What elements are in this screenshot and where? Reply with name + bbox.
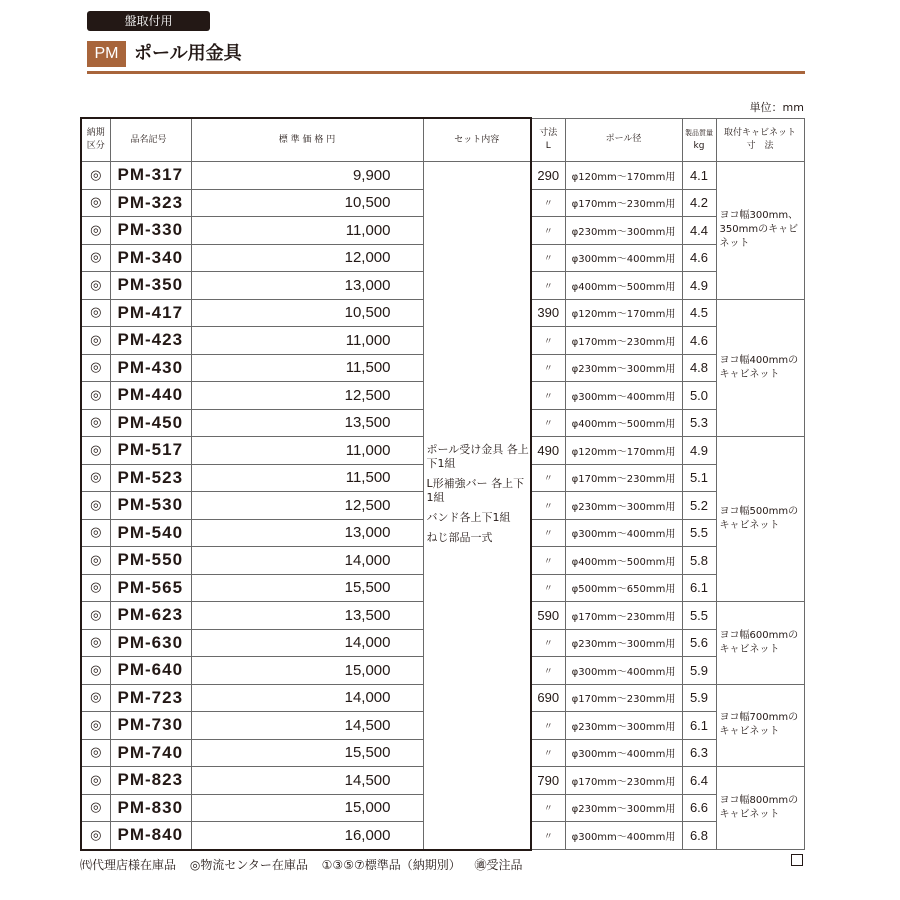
header-weight: 製品質量 kg <box>682 118 716 162</box>
delivery-mark: ◎ <box>81 244 110 272</box>
product-weight: 5.1 <box>682 464 716 492</box>
legend-made-to-order: ㊜受注品 <box>474 858 523 872</box>
legend <box>80 856 533 873</box>
legend-center-stock: ◎物流センター在庫品 <box>189 858 308 872</box>
title-rule <box>87 71 805 74</box>
product-price: 11,000 <box>191 217 423 245</box>
delivery-mark: ◎ <box>81 437 110 465</box>
pole-diameter: φ300mm～400mm用 <box>565 739 682 767</box>
delivery-mark: ◎ <box>81 354 110 382</box>
product-weight: 5.0 <box>682 382 716 410</box>
cabinet-size: ヨコ幅600mmのキャビネット <box>716 602 804 685</box>
product-weight: 6.1 <box>682 712 716 740</box>
header-code: 品名記号 <box>110 118 191 162</box>
product-weight: 6.6 <box>682 794 716 822</box>
section-tag: 盤取付用 <box>87 11 210 31</box>
set-contents <box>423 162 531 850</box>
product-weight: 6.8 <box>682 822 716 850</box>
product-code: PM-517 <box>110 437 191 465</box>
pole-diameter: φ170mm～230mm用 <box>565 327 682 355</box>
ditto-mark: 〃 <box>531 712 565 740</box>
ditto-mark: 〃 <box>531 354 565 382</box>
product-code: PM-840 <box>110 822 191 850</box>
product-weight: 5.8 <box>682 547 716 575</box>
product-code: PM-523 <box>110 464 191 492</box>
length-value: 290 <box>531 162 565 190</box>
product-table <box>80 117 805 851</box>
product-code: PM-823 <box>110 767 191 795</box>
delivery-mark: ◎ <box>81 217 110 245</box>
delivery-mark: ◎ <box>81 492 110 520</box>
product-code: PM-450 <box>110 409 191 437</box>
length-value: 590 <box>531 602 565 630</box>
delivery-mark: ◎ <box>81 327 110 355</box>
length-value: 390 <box>531 299 565 327</box>
product-price: 11,500 <box>191 464 423 492</box>
product-weight: 5.5 <box>682 602 716 630</box>
product-weight: 5.6 <box>682 629 716 657</box>
product-weight: 4.1 <box>682 162 716 190</box>
product-price: 14,500 <box>191 712 423 740</box>
product-code: PM-623 <box>110 602 191 630</box>
delivery-mark: ◎ <box>81 382 110 410</box>
product-price: 13,500 <box>191 409 423 437</box>
product-price: 15,000 <box>191 794 423 822</box>
ditto-mark: 〃 <box>531 547 565 575</box>
header-price: 標 準 価 格 円 <box>191 118 423 162</box>
product-weight: 4.9 <box>682 437 716 465</box>
series-code-badge: PM <box>87 41 126 67</box>
pole-diameter: φ170mm～230mm用 <box>565 464 682 492</box>
set-item: ねじ部品一式 <box>426 531 493 544</box>
product-weight: 5.3 <box>682 409 716 437</box>
length-value: 690 <box>531 684 565 712</box>
product-code: PM-730 <box>110 712 191 740</box>
product-weight: 6.3 <box>682 739 716 767</box>
product-price: 15,500 <box>191 574 423 602</box>
pole-diameter: φ300mm～400mm用 <box>565 657 682 685</box>
product-price: 11,500 <box>191 354 423 382</box>
pole-diameter: φ170mm～230mm用 <box>565 767 682 795</box>
product-code: PM-350 <box>110 272 191 300</box>
pole-diameter: φ230mm～300mm用 <box>565 712 682 740</box>
delivery-mark: ◎ <box>81 547 110 575</box>
delivery-mark: ◎ <box>81 657 110 685</box>
product-price: 13,000 <box>191 272 423 300</box>
product-price: 14,000 <box>191 684 423 712</box>
product-price: 14,000 <box>191 547 423 575</box>
table-body <box>81 162 804 850</box>
product-weight: 4.5 <box>682 299 716 327</box>
delivery-mark: ◎ <box>81 684 110 712</box>
product-weight: 6.1 <box>682 574 716 602</box>
header-cabinet: 取付キャビネット 寸 法 <box>716 118 804 162</box>
ditto-mark: 〃 <box>531 272 565 300</box>
pole-diameter: φ170mm～230mm用 <box>565 602 682 630</box>
pole-diameter: φ400mm～500mm用 <box>565 272 682 300</box>
product-code: PM-830 <box>110 794 191 822</box>
product-code: PM-423 <box>110 327 191 355</box>
product-price: 12,500 <box>191 492 423 520</box>
product-weight: 4.2 <box>682 189 716 217</box>
ditto-mark: 〃 <box>531 464 565 492</box>
delivery-mark: ◎ <box>81 794 110 822</box>
cabinet-size: ヨコ幅500mmのキャビネット <box>716 437 804 602</box>
product-weight: 5.5 <box>682 519 716 547</box>
pole-diameter: φ500mm～650mm用 <box>565 574 682 602</box>
delivery-mark: ◎ <box>81 464 110 492</box>
product-code: PM-323 <box>110 189 191 217</box>
ditto-mark: 〃 <box>531 519 565 547</box>
delivery-mark: ◎ <box>81 272 110 300</box>
product-code: PM-723 <box>110 684 191 712</box>
product-code: PM-550 <box>110 547 191 575</box>
product-price: 14,500 <box>191 767 423 795</box>
product-price: 10,500 <box>191 189 423 217</box>
product-weight: 6.4 <box>682 767 716 795</box>
cabinet-size: ヨコ幅300mm、350mmのキャビネット <box>716 162 804 300</box>
ditto-mark: 〃 <box>531 574 565 602</box>
cabinet-size: ヨコ幅400mmのキャビネット <box>716 299 804 437</box>
pole-diameter: φ170mm～230mm用 <box>565 684 682 712</box>
delivery-mark: ◎ <box>81 189 110 217</box>
product-code: PM-330 <box>110 217 191 245</box>
product-weight: 5.9 <box>682 684 716 712</box>
ditto-mark: 〃 <box>531 244 565 272</box>
product-weight: 4.8 <box>682 354 716 382</box>
pole-diameter: φ230mm～300mm用 <box>565 629 682 657</box>
cabinet-size: ヨコ幅800mmのキャビネット <box>716 767 804 850</box>
delivery-mark: ◎ <box>81 822 110 850</box>
product-code: PM-340 <box>110 244 191 272</box>
product-price: 11,000 <box>191 437 423 465</box>
product-weight: 4.4 <box>682 217 716 245</box>
product-price: 9,900 <box>191 162 423 190</box>
page-title: ポール用金具 <box>134 43 242 64</box>
ditto-mark: 〃 <box>531 327 565 355</box>
table-row <box>81 162 804 190</box>
product-code: PM-740 <box>110 739 191 767</box>
ditto-mark: 〃 <box>531 217 565 245</box>
product-price: 11,000 <box>191 327 423 355</box>
ditto-mark: 〃 <box>531 189 565 217</box>
ditto-mark: 〃 <box>531 657 565 685</box>
product-code: PM-530 <box>110 492 191 520</box>
length-value: 790 <box>531 767 565 795</box>
pole-diameter: φ230mm～300mm用 <box>565 354 682 382</box>
product-price: 12,500 <box>191 382 423 410</box>
product-code: PM-565 <box>110 574 191 602</box>
product-price: 10,500 <box>191 299 423 327</box>
unit-label: 単位：mm <box>749 101 804 114</box>
pole-diameter: φ300mm～400mm用 <box>565 382 682 410</box>
delivery-mark: ◎ <box>81 162 110 190</box>
delivery-mark: ◎ <box>81 574 110 602</box>
product-price: 14,000 <box>191 629 423 657</box>
delivery-mark: ◎ <box>81 629 110 657</box>
ditto-mark: 〃 <box>531 794 565 822</box>
product-price: 15,500 <box>191 739 423 767</box>
legend-standard: ①③⑤⑦標準品（納期別） <box>321 858 461 872</box>
pole-diameter: φ400mm～500mm用 <box>565 409 682 437</box>
pole-diameter: φ120mm～170mm用 <box>565 299 682 327</box>
product-weight: 5.9 <box>682 657 716 685</box>
legend-agency-stock: ㈹代理店様在庫品 <box>80 858 177 872</box>
ditto-mark: 〃 <box>531 629 565 657</box>
header-length: 寸法 L <box>531 118 565 162</box>
cabinet-size: ヨコ幅700mmのキャビネット <box>716 684 804 767</box>
delivery-mark: ◎ <box>81 602 110 630</box>
product-code: PM-630 <box>110 629 191 657</box>
product-code: PM-440 <box>110 382 191 410</box>
pole-diameter: φ400mm～500mm用 <box>565 547 682 575</box>
pole-diameter: φ230mm～300mm用 <box>565 492 682 520</box>
table-header-row <box>81 118 804 162</box>
product-code: PM-430 <box>110 354 191 382</box>
pole-diameter: φ300mm～400mm用 <box>565 519 682 547</box>
product-weight: 4.6 <box>682 244 716 272</box>
delivery-mark: ◎ <box>81 409 110 437</box>
product-code: PM-540 <box>110 519 191 547</box>
product-price: 13,500 <box>191 602 423 630</box>
header-diameter: ポール径 <box>565 118 682 162</box>
delivery-mark: ◎ <box>81 299 110 327</box>
corner-square <box>791 854 803 866</box>
set-item: ポール受け金具 各上下1組 <box>426 443 529 470</box>
pole-diameter: φ230mm～300mm用 <box>565 217 682 245</box>
delivery-mark: ◎ <box>81 739 110 767</box>
header-delivery: 納期 区分 <box>81 118 110 162</box>
product-weight: 4.6 <box>682 327 716 355</box>
product-price: 16,000 <box>191 822 423 850</box>
ditto-mark: 〃 <box>531 739 565 767</box>
product-code: PM-640 <box>110 657 191 685</box>
delivery-mark: ◎ <box>81 519 110 547</box>
product-weight: 5.2 <box>682 492 716 520</box>
length-value: 490 <box>531 437 565 465</box>
delivery-mark: ◎ <box>81 712 110 740</box>
pole-diameter: φ230mm～300mm用 <box>565 794 682 822</box>
pole-diameter: φ120mm～170mm用 <box>565 162 682 190</box>
ditto-mark: 〃 <box>531 382 565 410</box>
set-item: L形補強バー 各上下1組 <box>426 477 525 504</box>
pole-diameter: φ300mm～400mm用 <box>565 244 682 272</box>
ditto-mark: 〃 <box>531 822 565 850</box>
product-code: PM-417 <box>110 299 191 327</box>
product-price: 15,000 <box>191 657 423 685</box>
product-price: 13,000 <box>191 519 423 547</box>
set-item: バンド各上下1組 <box>426 511 511 524</box>
ditto-mark: 〃 <box>531 409 565 437</box>
pole-diameter: φ300mm～400mm用 <box>565 822 682 850</box>
pole-diameter: φ120mm～170mm用 <box>565 437 682 465</box>
header-set: セット内容 <box>423 118 531 162</box>
pole-diameter: φ170mm～230mm用 <box>565 189 682 217</box>
delivery-mark: ◎ <box>81 767 110 795</box>
ditto-mark: 〃 <box>531 492 565 520</box>
product-price: 12,000 <box>191 244 423 272</box>
product-weight: 4.9 <box>682 272 716 300</box>
product-code: PM-317 <box>110 162 191 190</box>
